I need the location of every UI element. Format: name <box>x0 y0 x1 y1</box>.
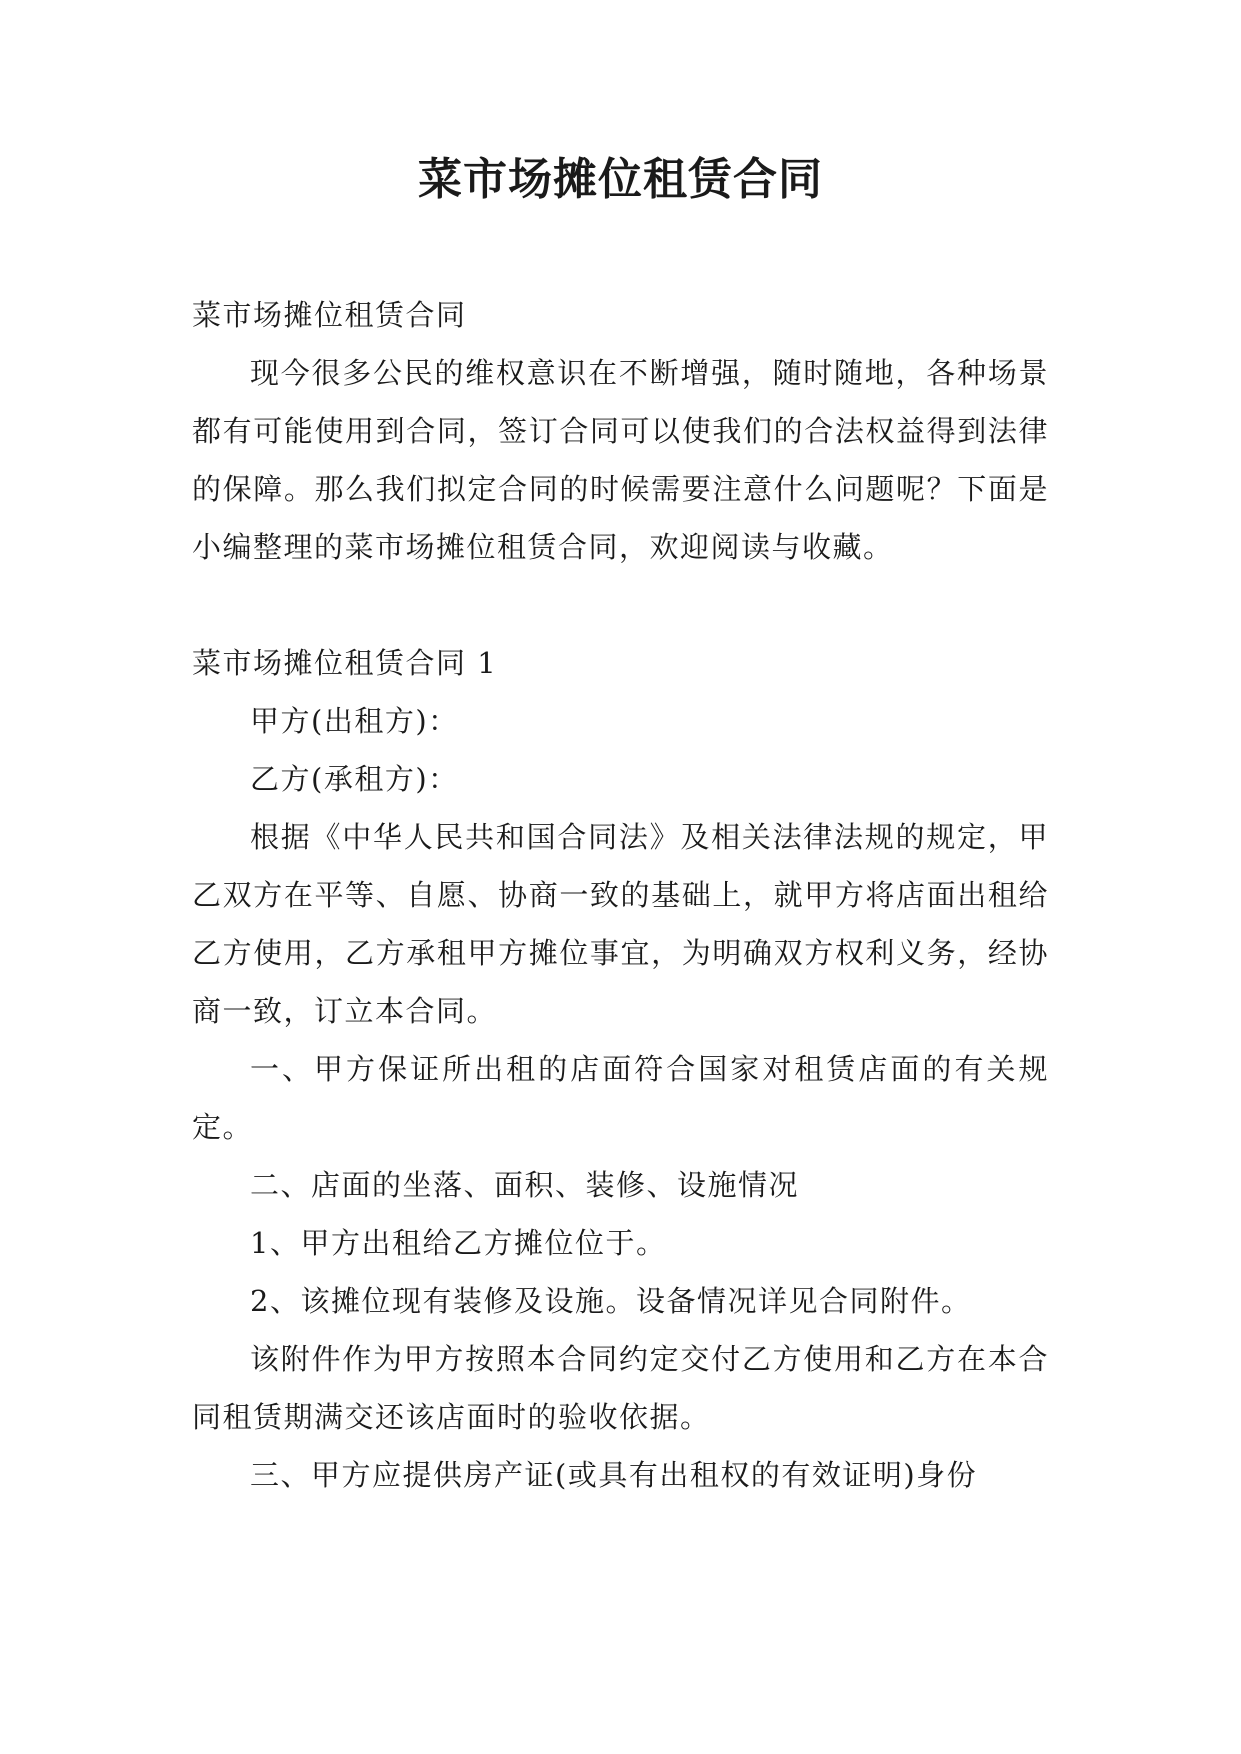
party-b-line: 乙方(承租方)： <box>250 762 459 796</box>
intro-paragraph: 现今很多公民的维权意识在不断增强，随时随地，各种场景都有可能使用到合同，签订合同可以使我们的合法权益得到法律的保障。那么我们拟定合同的时候需要注意什么问题呢？下面是小编整理的菜市场摊位租赁合同，欢迎阅读与收藏。 <box>192 356 1049 564</box>
clause-3: 三、甲方应提供房产证(或具有出租权的有效证明)身份 <box>250 1458 978 1492</box>
party-a-line: 甲方(出租方)： <box>250 704 459 738</box>
clause-1: 一、甲方保证所出租的店面符合国家对租赁店面的有关规定。 <box>192 1052 1049 1144</box>
document-title: 菜市场摊位租赁合同 <box>418 154 823 205</box>
clause-2-appendix: 该附件作为甲方按照本合同约定交付乙方使用和乙方在本合同租赁期满交还该店面时的验收依据。 <box>192 1342 1049 1434</box>
intro-heading: 菜市场摊位租赁合同 <box>192 298 467 332</box>
contract-heading: 菜市场摊位租赁合同 1 <box>192 646 498 680</box>
document-body <box>192 286 1049 1504</box>
section-gap <box>192 576 1049 634</box>
clause-2-item-1: 1、甲方出租给乙方摊位位于。 <box>250 1226 667 1260</box>
clause-2: 二、店面的坐落、面积、装修、设施情况 <box>250 1168 800 1202</box>
clause-2-item-2: 2、该摊位现有装修及设施。设备情况详见合同附件。 <box>250 1284 972 1318</box>
preamble-paragraph: 根据《中华人民共和国合同法》及相关法律法规的规定，甲乙双方在平等、自愿、协商一致的基础上，就甲方将店面出租给乙方使用，乙方承租甲方摊位事宜，为明确双方权利义务，经协商一致，订立本合同。 <box>192 820 1049 1028</box>
